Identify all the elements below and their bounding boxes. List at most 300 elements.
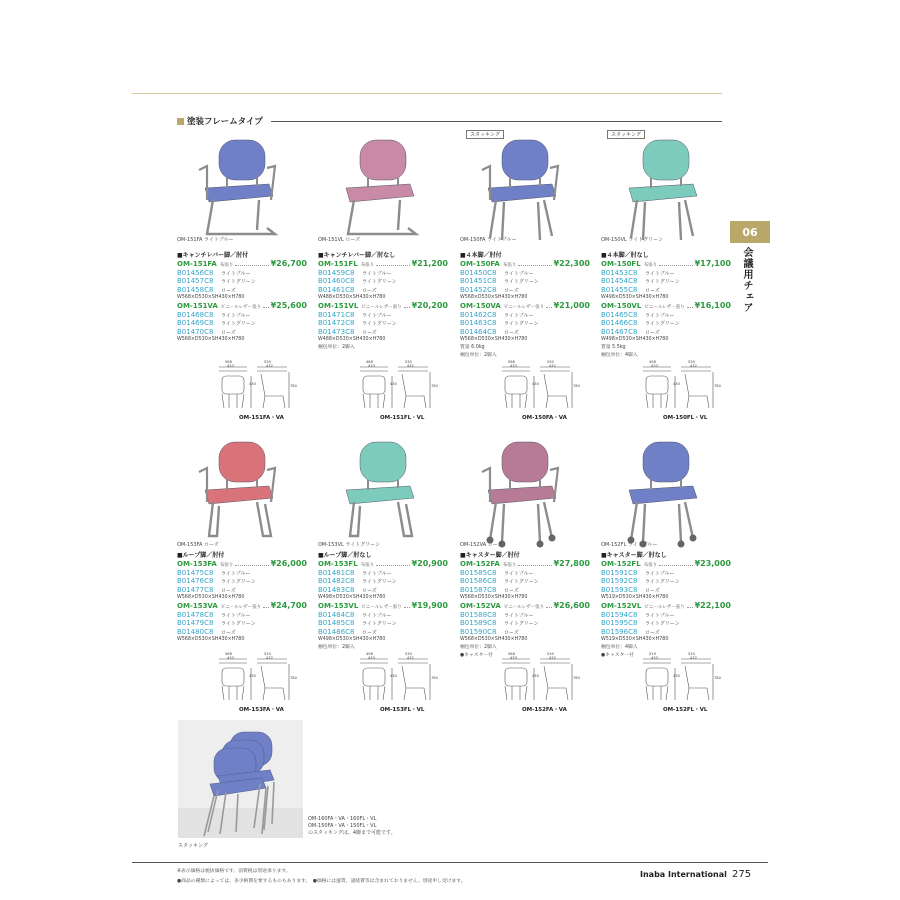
diagram-label: OM-152FA・VA: [522, 707, 567, 713]
spec-note: 質量 6.0kg: [460, 345, 485, 350]
dimension-value: 433: [510, 656, 517, 660]
section-rule: [271, 121, 722, 122]
chair-image: [460, 130, 580, 250]
sku-code: B01462C8: [460, 310, 497, 319]
dimensions: W488×D530×SH430×H780: [318, 337, 386, 342]
product-photo: [318, 130, 438, 250]
sku-code: B01586C8: [460, 577, 497, 585]
sku-row: [318, 628, 448, 637]
model-row: [460, 602, 590, 611]
dimension-value: 488: [366, 360, 373, 364]
sku-row: [177, 611, 307, 620]
sku-code: B01477C8: [177, 585, 214, 594]
stacking-caption-line-2: OM-150FA・VA・150FL・VL: [308, 823, 377, 829]
product-photo: [601, 130, 721, 250]
model-row: [177, 560, 307, 569]
dimensions: W568×D530×SH430×H780: [460, 595, 528, 600]
model-code: OM-153FL: [318, 560, 358, 568]
spec-note: 梱包単位：2脚入: [460, 353, 497, 358]
sku-row: [318, 319, 448, 328]
price: ¥19,900: [411, 601, 448, 610]
dot-leader: [659, 265, 692, 266]
dimension-value: 433: [651, 656, 658, 660]
dot-leader: [376, 565, 409, 566]
sku-row: [601, 569, 731, 578]
color-name: ライトブルー: [645, 270, 675, 277]
sku-row: [601, 286, 731, 295]
sku-row: [601, 611, 731, 620]
sku-row: [460, 619, 590, 628]
dimension-value: 498: [366, 652, 373, 656]
spec-block: [318, 552, 448, 652]
upholstery-type: ビニールレザー張り: [503, 305, 545, 310]
sku-code: B01451C8: [460, 277, 497, 285]
dimension-value: 432: [266, 364, 273, 368]
color-name: ライトブルー: [362, 570, 392, 577]
dimension-value: 430: [390, 674, 397, 678]
price: ¥26,600: [553, 601, 590, 610]
sku-row: [460, 311, 590, 320]
sku-row: [318, 577, 448, 586]
sku-code: B01450C8: [460, 268, 497, 277]
chair-image: [601, 432, 721, 552]
dimensions: W568×D530×SH430×H780: [177, 637, 245, 642]
dot-leader: [235, 265, 268, 266]
sku-row: [177, 586, 307, 595]
dimension-value: 780: [290, 384, 297, 388]
model-code: OM-151FA: [177, 260, 217, 268]
sku-code: B01486C8: [318, 627, 355, 636]
model-code: OM-151VA: [177, 302, 218, 310]
dimension-drawing: [500, 362, 640, 412]
spec-header: ■キャンチレバー脚／肘付: [177, 252, 249, 259]
dot-leader: [235, 565, 268, 566]
chapter-tab[interactable]: [730, 221, 770, 243]
dimension-value: 430: [532, 674, 539, 678]
sku-code: B01481C8: [318, 568, 355, 577]
sku-row: [601, 319, 731, 328]
color-name: ライトグリーン: [362, 321, 397, 327]
sku-row: [177, 269, 307, 278]
sku-code: B01471C8: [318, 310, 355, 319]
chair-image: [177, 432, 297, 552]
color-name: ライトグリーン: [645, 621, 680, 627]
sku-row: [177, 328, 307, 337]
color-name: ライトグリーン: [362, 579, 397, 585]
color-name: ライトグリーン: [362, 621, 397, 627]
sku-row: [460, 286, 590, 295]
model-row: [601, 260, 731, 269]
color-name: ライトブルー: [504, 270, 534, 277]
dot-leader: [687, 307, 693, 308]
dimension-value: 433: [227, 364, 234, 368]
color-name: ライトブルー: [504, 570, 534, 577]
upholstery-type: ビニールレザー張り: [220, 605, 262, 610]
sku-code: B01453C8: [601, 268, 638, 277]
color-name: ローズ: [221, 329, 236, 336]
price: ¥27,800: [553, 559, 590, 568]
dimensions: W568×D530×SH430×H780: [460, 295, 528, 300]
upholstery-type: 布張り: [219, 263, 234, 268]
price: ¥21,200: [411, 259, 448, 268]
model-code: OM-152FA: [460, 560, 500, 568]
chair-image: [318, 130, 438, 250]
chapter-number: 06: [742, 225, 758, 239]
upholstery-type: 布張り: [502, 563, 517, 568]
sku-code: B01589C8: [460, 619, 497, 627]
sku-code: B01480C8: [177, 627, 214, 636]
color-name: ローズ: [645, 329, 660, 336]
sku-code: B01452C8: [460, 285, 497, 294]
color-name: ライトグリーン: [504, 279, 539, 285]
sku-code: B01596C8: [601, 627, 638, 636]
footer-tax-note: ※表示価格は税抜価格です。消費税は別途承ります。: [177, 869, 291, 874]
dimension-value: 433: [227, 656, 234, 660]
sku-row: [601, 311, 731, 320]
section-title: 塗装フレームタイプ: [187, 117, 263, 127]
sku-row: [601, 628, 731, 637]
price: ¥17,100: [694, 259, 731, 268]
sku-row: [177, 577, 307, 586]
sku-row: [601, 577, 731, 586]
sku-row: [460, 611, 590, 620]
dimension-value: 433: [510, 364, 517, 368]
spec-header: ■キャンチレバー脚／肘なし: [318, 252, 396, 259]
dimension-diagram: [500, 654, 640, 714]
upholstery-type: ビニールレザー張り: [644, 305, 685, 310]
dimensions: W498×D530×SH430×H780: [601, 295, 669, 300]
color-name: ローズ: [362, 287, 377, 294]
sku-code: B01460C8: [318, 277, 355, 285]
sku-row: [318, 328, 448, 337]
dimension-value: 430: [532, 382, 539, 386]
dimension-diagram: [641, 654, 781, 714]
sku-row: [460, 628, 590, 637]
color-name: ローズ: [645, 629, 660, 636]
dimensions: W568×D530×SH430×H780: [177, 595, 245, 600]
sku-row: [601, 619, 731, 628]
sku-row: [177, 286, 307, 295]
model-row: [601, 602, 731, 611]
dimension-value: 530: [264, 652, 271, 656]
sku-code: B01470C8: [177, 327, 214, 336]
dimension-value: 530: [264, 360, 271, 364]
sku-row: [318, 611, 448, 620]
dimension-value: 780: [431, 676, 438, 680]
price: ¥20,200: [411, 301, 448, 310]
spec-block: [460, 552, 590, 660]
sku-row: [318, 569, 448, 578]
sku-row: [460, 277, 590, 286]
dimension-diagram: [217, 362, 357, 422]
sku-code: B01587C8: [460, 585, 497, 594]
color-name: ローズ: [504, 629, 519, 636]
dimension-value: 432: [690, 364, 697, 368]
section-header: [177, 114, 722, 128]
model-row: [601, 560, 731, 569]
color-name: ライトグリーン: [362, 279, 397, 285]
model-row: [318, 602, 448, 611]
sku-row: [177, 319, 307, 328]
sku-code: B01461C8: [318, 285, 355, 294]
diagram-label: OM-152FL・VL: [663, 707, 708, 713]
sku-code: B01476C8: [177, 577, 214, 585]
sku-code: B01478C8: [177, 610, 214, 619]
product-photo: [460, 130, 580, 250]
chair-image: [177, 130, 297, 250]
diagram-label: OM-153FA・VA: [239, 707, 284, 713]
sku-row: [601, 586, 731, 595]
dimension-diagram: [358, 654, 498, 714]
dimension-value: 432: [266, 656, 273, 660]
color-name: ローズ: [221, 287, 236, 294]
sku-row: [177, 277, 307, 286]
sku-code: B01472C8: [318, 319, 355, 327]
sku-code: B01456C8: [177, 268, 214, 277]
sku-row: [460, 569, 590, 578]
color-name: ライトグリーン: [504, 621, 539, 627]
dimension-diagram: [358, 362, 498, 422]
model-code: OM-152VL: [601, 602, 642, 610]
dimension-value: 432: [690, 656, 697, 660]
color-name: ライトグリーン: [221, 621, 256, 627]
sku-row: [601, 328, 731, 337]
dimension-diagram: [500, 362, 640, 422]
dimension-drawing: [358, 654, 498, 704]
dimension-value: 519: [649, 652, 656, 656]
sku-row: [318, 586, 448, 595]
dimension-drawing: [358, 362, 498, 412]
spec-header: ■４本脚／肘付: [460, 252, 502, 259]
sku-row: [460, 577, 590, 586]
dimension-value: 430: [673, 674, 680, 678]
model-row: [177, 260, 307, 269]
sku-row: [177, 311, 307, 320]
dimension-value: 430: [249, 674, 256, 678]
model-code: OM-153VL: [318, 602, 359, 610]
upholstery-type: 布張り: [219, 563, 234, 568]
sku-code: B01454C8: [601, 277, 638, 285]
dimensions: W568×D530×SH430×H780: [177, 295, 245, 300]
product-caption: OM-153FA ローズ: [177, 542, 219, 548]
dimension-diagram: [641, 362, 781, 422]
dimension-diagram: [217, 654, 357, 714]
footer-delivery-note: ●商品の種類によっては、多少納期を要するものもあります。 ●価格には運賃、諸経費等は含まれておりません。別途申し受けます。: [177, 879, 466, 884]
sku-code: B01595C8: [601, 619, 638, 627]
dimension-drawing: [500, 654, 640, 704]
diagram-label: OM-153FL・VL: [380, 707, 425, 713]
model-code: OM-153FA: [177, 560, 217, 568]
product-caption: OM-151FA ライトブルー: [177, 237, 234, 243]
price: ¥23,000: [694, 559, 731, 568]
brand-name: Inaba International: [640, 870, 727, 879]
price: ¥20,900: [411, 559, 448, 568]
spec-header: ■キャスター脚／肘付: [460, 552, 520, 559]
chair-image: [460, 432, 580, 552]
product-caption: OM-151VL ローズ: [318, 237, 361, 243]
model-row: [318, 260, 448, 269]
model-code: OM-150VL: [601, 302, 642, 310]
footer-rule: [132, 862, 768, 863]
price: ¥24,700: [270, 601, 307, 610]
color-name: ライトグリーン: [221, 321, 256, 327]
dimension-value: 568: [225, 652, 232, 656]
dimension-value: 780: [714, 676, 721, 680]
dimension-value: 530: [688, 652, 695, 656]
color-name: ライトブルー: [504, 612, 534, 619]
dimension-value: 433: [368, 656, 375, 660]
sku-code: B01588C8: [460, 610, 497, 619]
sku-code: B01457C8: [177, 277, 214, 285]
color-name: ライトグリーン: [221, 279, 256, 285]
sku-code: B01475C8: [177, 568, 214, 577]
color-name: ライトグリーン: [504, 321, 539, 327]
dimension-value: 432: [549, 656, 556, 660]
spec-note: ●キャスター付: [460, 653, 493, 658]
sku-row: [318, 269, 448, 278]
model-code: OM-150FA: [460, 260, 500, 268]
model-row: [318, 560, 448, 569]
sku-code: B01464C8: [460, 327, 497, 336]
sku-code: B01466C8: [601, 319, 638, 327]
color-name: ローズ: [504, 287, 519, 294]
sku-code: B01483C8: [318, 585, 355, 594]
sku-code: B01455C8: [601, 285, 638, 294]
product-photo: [460, 432, 580, 552]
model-row: [601, 302, 731, 311]
page-number: 275: [732, 869, 752, 880]
dot-leader: [263, 607, 268, 608]
dot-leader: [518, 565, 551, 566]
model-code: OM-150FL: [601, 260, 641, 268]
product-photo: [318, 432, 438, 552]
dimension-drawing: [641, 362, 781, 412]
sku-code: B01593C8: [601, 585, 638, 594]
price: ¥21,000: [553, 301, 590, 310]
dimensions: W498×D530×SH430×H780: [601, 337, 669, 342]
dimension-value: 780: [573, 384, 580, 388]
sku-code: B01482C8: [318, 577, 355, 585]
dimension-value: 430: [673, 382, 680, 386]
dimension-value: 432: [407, 364, 414, 368]
upholstery-type: ビニールレザー張り: [503, 605, 545, 610]
sku-row: [601, 269, 731, 278]
color-name: ライトブルー: [221, 612, 251, 619]
color-name: ライトブルー: [645, 570, 675, 577]
stacking-caption-line-1: OM-160FA・VA・160FL・VL: [308, 816, 377, 822]
dot-leader: [263, 307, 268, 308]
dimension-value: 432: [407, 656, 414, 660]
dimension-value: 780: [714, 384, 721, 388]
dot-leader: [687, 607, 693, 608]
dimension-value: 780: [290, 676, 297, 680]
color-name: ライトグリーン: [221, 579, 256, 585]
dot-leader: [546, 607, 551, 608]
sku-row: [177, 619, 307, 628]
price: ¥25,600: [270, 301, 307, 310]
dimension-value: 432: [549, 364, 556, 368]
sku-code: B01484C8: [318, 610, 355, 619]
dimension-value: 433: [651, 364, 658, 368]
sku-row: [318, 277, 448, 286]
chair-image: [601, 130, 721, 250]
sku-code: B01479C8: [177, 619, 214, 627]
spec-note: 梱包単位：2脚入: [460, 645, 497, 650]
spec-block: [601, 552, 731, 660]
section-marker-icon: [177, 118, 184, 125]
stacked-chairs-image: [178, 720, 303, 838]
spec-note: 質量 5.5kg: [601, 345, 626, 350]
sku-row: [460, 319, 590, 328]
dimension-value: 530: [405, 652, 412, 656]
dimensions: W498×D530×SH430×H780: [318, 637, 386, 642]
color-name: ローズ: [221, 629, 236, 636]
dimensions: W568×D530×SH430×H780: [177, 337, 245, 342]
spec-header: ■キャスター脚／肘なし: [601, 552, 667, 559]
upholstery-type: ビニールレザー張り: [361, 605, 402, 610]
model-code: OM-151VL: [318, 302, 359, 310]
product-caption: OM-153VL ライトグリーン: [318, 542, 381, 548]
spec-note: 梱包単位：4脚入: [601, 353, 638, 358]
sku-code: B01465C8: [601, 310, 638, 319]
sku-code: B01485C8: [318, 619, 355, 627]
dot-leader: [546, 307, 551, 308]
dot-leader: [659, 565, 692, 566]
sku-code: B01469C8: [177, 319, 214, 327]
model-row: [460, 302, 590, 311]
stacking-badge: スタッキング: [607, 130, 645, 139]
price: ¥16,100: [694, 301, 731, 310]
product-caption: OM-152FL ライトブルー: [601, 542, 658, 548]
color-name: ローズ: [362, 329, 377, 336]
product-photo: [177, 432, 297, 552]
model-row: [460, 560, 590, 569]
dimensions: W519×D530×SH430×H780: [601, 637, 669, 642]
spec-block: [318, 252, 448, 352]
sku-code: B01459C8: [318, 268, 355, 277]
top-rule: [132, 93, 722, 94]
product-photo: [601, 432, 721, 552]
color-name: ライトブルー: [362, 312, 392, 319]
sku-code: B01590C8: [460, 627, 497, 636]
dimension-drawing: [217, 654, 357, 704]
color-name: ローズ: [645, 287, 660, 294]
color-name: ローズ: [504, 587, 519, 594]
color-name: ライトブルー: [362, 612, 392, 619]
upholstery-type: 布張り: [643, 563, 658, 568]
spec-block: [177, 252, 307, 344]
spec-block: [177, 552, 307, 644]
model-code: OM-152FL: [601, 560, 641, 568]
sku-code: B01591C8: [601, 568, 638, 577]
model-row: [318, 302, 448, 311]
spec-header: ■ループ脚／肘なし: [318, 552, 372, 559]
price: ¥22,300: [553, 259, 590, 268]
color-name: ローズ: [362, 587, 377, 594]
dimension-value: 433: [368, 364, 375, 368]
model-row: [177, 602, 307, 611]
dot-leader: [404, 307, 410, 308]
dimension-value: 430: [390, 382, 397, 386]
dimensions: W568×D530×SH430×H780: [460, 337, 528, 342]
dot-leader: [518, 265, 551, 266]
upholstery-type: 布張り: [360, 563, 375, 568]
sku-code: B01473C8: [318, 327, 355, 336]
sku-code: B01458C8: [177, 285, 214, 294]
product-caption: OM-152VA ローズ: [460, 542, 503, 548]
model-code: OM-151FL: [318, 260, 358, 268]
dimensions: W519×D530×SH430×H780: [601, 595, 669, 600]
